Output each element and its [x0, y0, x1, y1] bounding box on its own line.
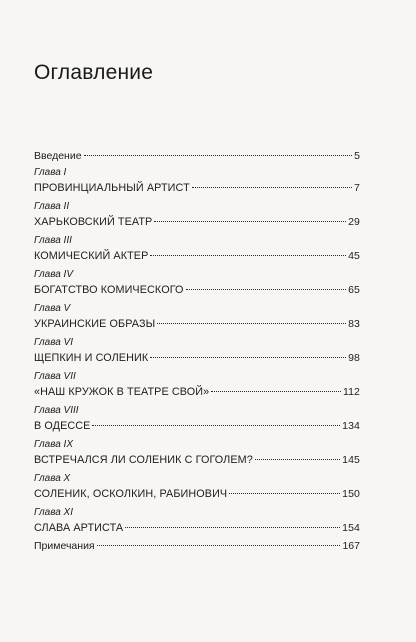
- toc-page-number: 134: [342, 420, 360, 432]
- dot-leader: [229, 493, 340, 494]
- toc-entry-label: Примечания: [34, 540, 95, 552]
- toc-entry-chapter[interactable]: [34, 214, 360, 231]
- toc-entry-chapter[interactable]: [34, 384, 360, 401]
- dot-leader: [125, 527, 340, 528]
- toc-entry-chapter[interactable]: [34, 180, 360, 197]
- toc-entry-chapter[interactable]: [34, 248, 360, 265]
- chapter-number: Глава I: [34, 167, 67, 178]
- toc-page-number: 29: [348, 216, 360, 228]
- chapter-title: КОМИЧЕСКИЙ АКТЕР: [34, 250, 149, 262]
- toc-page-number: 98: [348, 352, 360, 364]
- toc-page-number: 65: [348, 284, 360, 296]
- toc-chapter: [34, 403, 360, 435]
- toc-chapter: [34, 233, 360, 265]
- toc-page-number: 5: [354, 150, 360, 162]
- chapter-title: ВСТРЕЧАЛСЯ ЛИ СОЛЕНИК С ГОГОЛЕМ?: [34, 454, 253, 466]
- toc-page-number: 145: [342, 454, 360, 466]
- dot-leader: [97, 545, 341, 546]
- dot-leader: [150, 357, 346, 358]
- toc-page-number: 7: [354, 182, 360, 194]
- chapter-title: СЛАВА АРТИСТА: [34, 522, 124, 534]
- dot-leader: [92, 425, 340, 426]
- chapter-number: Глава XI: [34, 507, 73, 518]
- toc-entry-chapter[interactable]: [34, 282, 360, 299]
- toc-entry-chapter[interactable]: [34, 418, 360, 435]
- dot-leader: [192, 187, 352, 188]
- dot-leader: [211, 391, 341, 392]
- chapter-title: В ОДЕССЕ: [34, 420, 91, 432]
- toc-entry-label: Введение: [34, 150, 82, 162]
- chapter-number: Глава III: [34, 235, 72, 246]
- toc-entry-chapter[interactable]: [34, 452, 360, 469]
- toc-chapter: [34, 471, 360, 503]
- chapter-number: Глава V: [34, 303, 71, 314]
- toc-entry-notes[interactable]: [34, 539, 360, 554]
- dot-leader: [157, 323, 346, 324]
- chapter-number: Глава II: [34, 201, 70, 212]
- toc-page-number: 154: [342, 522, 360, 534]
- toc-chapter: [34, 199, 360, 231]
- page-title: Оглавление: [34, 61, 154, 84]
- dot-leader: [255, 459, 340, 460]
- chapter-title: УКРАИНСКИЕ ОБРАЗЫ: [34, 318, 156, 330]
- toc-entry-introduction[interactable]: [34, 149, 360, 164]
- show-through-text: [150, 60, 390, 73]
- toc-page-number: 150: [342, 488, 360, 500]
- toc-chapter: [34, 505, 360, 537]
- chapter-title: БОГАТСТВО КОМИЧЕСКОГО: [34, 284, 184, 296]
- chapter-title: СОЛЕНИК, ОСКОЛКИН, РАБИНОВИЧ: [34, 488, 228, 500]
- chapter-title: ПРОВИНЦИАЛЬНЫЙ АРТИСТ: [34, 182, 190, 194]
- toc-page-number: 112: [342, 386, 360, 398]
- toc-chapter: [34, 437, 360, 469]
- toc-page-number: 167: [342, 540, 360, 552]
- toc-entry-chapter[interactable]: [34, 316, 360, 333]
- chapter-title: ЩЕПКИН И СОЛЕНИК: [34, 352, 149, 364]
- dot-leader: [150, 255, 346, 256]
- chapter-number: Глава VI: [34, 337, 73, 348]
- dot-leader: [84, 155, 353, 156]
- toc-chapter: [34, 267, 360, 299]
- toc-page-number: 83: [348, 318, 360, 330]
- chapter-number: Глава X: [34, 473, 71, 484]
- chapter-title: «НАШ КРУЖОК В ТЕАТРЕ СВОЙ»: [34, 386, 210, 398]
- chapter-number: Глава VII: [34, 371, 76, 382]
- chapter-title: ХАРЬКОВСКИЙ ТЕАТР: [34, 216, 153, 228]
- toc-entry-chapter[interactable]: [34, 520, 360, 537]
- dot-leader: [186, 289, 347, 290]
- toc-entry-chapter[interactable]: [34, 486, 360, 503]
- toc-entry-chapter[interactable]: [34, 350, 360, 367]
- toc-chapter: [34, 165, 360, 197]
- toc-chapter: [34, 369, 360, 401]
- chapter-number: Глава IX: [34, 439, 73, 450]
- table-of-contents: [34, 149, 360, 554]
- chapter-number: Глава VIII: [34, 405, 79, 416]
- dot-leader: [154, 221, 346, 222]
- toc-chapter: [34, 335, 360, 367]
- toc-chapter: [34, 301, 360, 333]
- toc-page-number: 45: [348, 250, 360, 262]
- chapter-number: Глава IV: [34, 269, 73, 280]
